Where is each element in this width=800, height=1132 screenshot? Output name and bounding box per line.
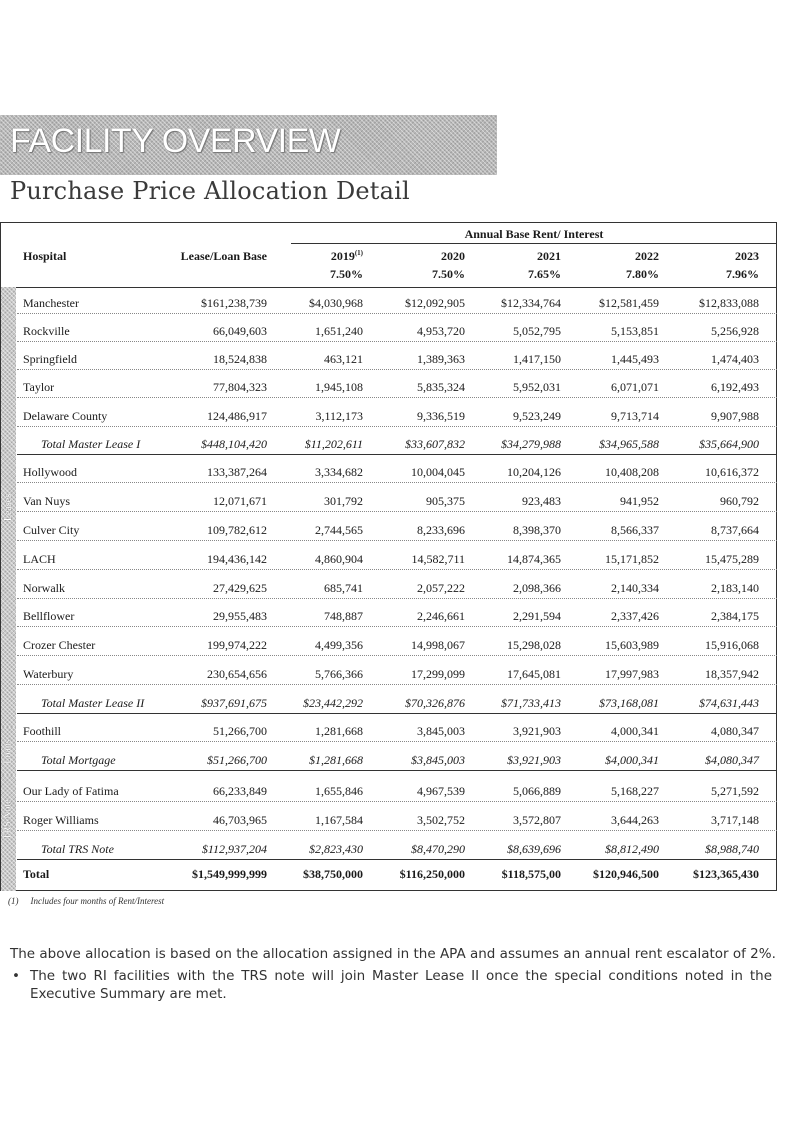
table-cell: 923,483 xyxy=(522,494,561,508)
table-cell: $3,845,003 xyxy=(411,753,465,767)
table-cell: 748,887 xyxy=(324,609,363,623)
row-divider xyxy=(17,397,777,398)
total-row-label: Total Master Lease I xyxy=(41,437,141,451)
table-cell: 46,703,965 xyxy=(213,813,267,827)
table-cell: $4,080,347 xyxy=(705,753,759,767)
row-label: Delaware County xyxy=(23,409,108,423)
table-cell: 4,860,904 xyxy=(315,552,363,566)
table-cell: 109,782,612 xyxy=(207,523,267,537)
row-divider xyxy=(17,511,777,512)
table-cell: $2,823,430 xyxy=(309,842,363,856)
table-cell: 9,523,249 xyxy=(513,409,561,423)
table-cell: 1,655,846 xyxy=(315,784,363,798)
row-label: LACH xyxy=(23,552,56,566)
table-cell: $35,664,900 xyxy=(699,437,759,451)
rate-2022: 7.80% xyxy=(626,267,659,281)
table-cell: 2,098,366 xyxy=(513,581,561,595)
table-cell: 18,524,838 xyxy=(213,352,267,366)
table-cell: 1,445,493 xyxy=(611,352,659,366)
table-cell: $161,238,739 xyxy=(201,296,267,310)
table-cell: $116,250,000 xyxy=(399,867,465,881)
row-divider xyxy=(17,830,777,831)
table-cell: 8,737,664 xyxy=(711,523,759,537)
table-cell: 3,112,173 xyxy=(315,409,363,423)
table-cell: 5,168,227 xyxy=(611,784,659,798)
table-cell: 8,398,370 xyxy=(513,523,561,537)
allocation-note: The above allocation is based on the allocation assigned in the APA and assumes an annual rent escalator of 2%. xyxy=(10,946,776,962)
row-divider xyxy=(17,482,777,483)
table-cell: 17,645,081 xyxy=(507,667,561,681)
row-label: Crozer Chester xyxy=(23,638,96,652)
table-cell: $73,168,081 xyxy=(599,696,659,710)
table-cell: 3,845,003 xyxy=(417,724,465,738)
row-label: Our Lady of Fatima xyxy=(23,784,119,798)
table-cell: 5,952,031 xyxy=(513,380,561,394)
total-row-label: Total Mortgage xyxy=(41,753,116,767)
table-cell: 5,256,928 xyxy=(711,324,759,338)
table-cell: 230,654,656 xyxy=(207,667,267,681)
table-cell: 5,271,592 xyxy=(711,784,759,798)
table-cell: 51,266,700 xyxy=(213,724,267,738)
table-cell: 66,233,849 xyxy=(213,784,267,798)
table-cell: 14,998,067 xyxy=(411,638,465,652)
table-cell: 1,474,403 xyxy=(711,352,759,366)
table-cell: $112,937,204 xyxy=(201,842,267,856)
table-cell: 8,233,696 xyxy=(417,523,465,537)
row-divider xyxy=(17,626,777,627)
row-label: Manchester xyxy=(23,296,79,310)
banner-title: FACILITY OVERVIEW xyxy=(10,122,341,160)
table-cell: $8,812,490 xyxy=(605,842,659,856)
table-cell: 14,582,711 xyxy=(411,552,465,566)
table-cell: 18,357,942 xyxy=(705,667,759,681)
row-divider xyxy=(17,540,777,541)
table-cell: 3,502,752 xyxy=(417,813,465,827)
col-header-base: Lease/Loan Base xyxy=(180,249,267,263)
table-cell: $34,279,988 xyxy=(501,437,561,451)
table-cell: 66,049,603 xyxy=(213,324,267,338)
row-divider xyxy=(17,426,777,427)
row-divider xyxy=(17,713,777,714)
row-label: Bellflower xyxy=(23,609,75,623)
row-divider xyxy=(17,801,777,802)
table-cell: $8,470,290 xyxy=(411,842,465,856)
table-cell: $70,326,876 xyxy=(405,696,465,710)
table-cell: 124,486,917 xyxy=(207,409,267,423)
trs-band-label: TRS Note xyxy=(3,798,14,840)
table-cell: 194,436,142 xyxy=(207,552,267,566)
table-cell: 27,429,625 xyxy=(213,581,267,595)
row-label: Van Nuys xyxy=(23,494,70,508)
table-cell: $120,946,500 xyxy=(593,867,659,881)
table-cell: 1,389,363 xyxy=(417,352,465,366)
table-cell: 15,171,852 xyxy=(605,552,659,566)
header-rule xyxy=(1,287,777,288)
row-label: Hollywood xyxy=(23,465,77,479)
row-label: Taylor xyxy=(23,380,55,394)
row-divider xyxy=(17,598,777,599)
table-cell: 1,945,108 xyxy=(315,380,363,394)
table-cell: $12,334,764 xyxy=(501,296,561,310)
table-cell: 15,603,989 xyxy=(605,638,659,652)
table-cell: 4,953,720 xyxy=(417,324,465,338)
table-cell: 2,744,565 xyxy=(315,523,363,537)
rate-2021: 7.65% xyxy=(528,267,561,281)
row-label: Waterbury xyxy=(23,667,74,681)
table-cell: $12,581,459 xyxy=(599,296,659,310)
row-divider xyxy=(17,341,777,342)
table-cell: 10,408,208 xyxy=(605,465,659,479)
table-cell: 199,974,222 xyxy=(207,638,267,652)
table-cell: 9,336,519 xyxy=(417,409,465,423)
table-cell: $8,988,740 xyxy=(705,842,759,856)
row-divider xyxy=(17,313,777,314)
table-cell: 10,616,372 xyxy=(705,465,759,479)
table-cell: 4,967,539 xyxy=(417,784,465,798)
col-header-2023: 2023 xyxy=(735,249,759,263)
table-cell: 9,907,988 xyxy=(711,409,759,423)
table-cell: $11,202,611 xyxy=(304,437,363,451)
table-cell: $51,266,700 xyxy=(207,753,267,767)
table-cell: $118,575,00 xyxy=(501,867,561,881)
table-cell: 2,384,175 xyxy=(711,609,759,623)
row-divider xyxy=(17,569,777,570)
table-cell: $71,733,413 xyxy=(501,696,561,710)
table-cell: 2,183,140 xyxy=(711,581,759,595)
total-row-label: Total Master Lease II xyxy=(41,696,145,710)
table-cell: 5,766,366 xyxy=(315,667,363,681)
row-label: Springfield xyxy=(23,352,77,366)
table-cell: 5,153,851 xyxy=(611,324,659,338)
table-cell: 3,572,807 xyxy=(513,813,561,827)
col-header-2020: 2020 xyxy=(441,249,465,263)
table-cell: 3,644,263 xyxy=(611,813,659,827)
table-cell: 3,717,148 xyxy=(711,813,759,827)
total-row-label: Total TRS Note xyxy=(41,842,114,856)
table-cell: 1,651,240 xyxy=(315,324,363,338)
bullet-item xyxy=(12,968,772,1004)
leases-band-label: Leases xyxy=(3,493,14,521)
row-divider xyxy=(17,369,777,370)
table-cell: $123,365,430 xyxy=(693,867,759,881)
footnote-text: Includes four months of Rent/Interest xyxy=(30,896,165,906)
table-cell: $1,549,999,999 xyxy=(192,867,267,881)
table-cell: 1,281,668 xyxy=(315,724,363,738)
table-cell: 905,375 xyxy=(426,494,465,508)
row-divider xyxy=(17,454,777,455)
table-cell: 8,566,337 xyxy=(611,523,659,537)
loans-band-label: Loans xyxy=(3,738,15,764)
table-cell: 3,334,682 xyxy=(315,465,363,479)
row-label: Culver City xyxy=(23,523,80,537)
table-cell: 10,004,045 xyxy=(411,465,465,479)
table-cell: 4,000,341 xyxy=(611,724,659,738)
allocation-table xyxy=(0,222,777,891)
table-cell: 6,071,071 xyxy=(611,380,659,394)
table-cell: 2,246,661 xyxy=(417,609,465,623)
row-divider xyxy=(17,741,777,742)
footnote-mark: (1) xyxy=(8,896,19,906)
col-header-2022: 2022 xyxy=(635,249,659,263)
table-cell: 29,955,483 xyxy=(213,609,267,623)
table-cell: $4,000,341 xyxy=(605,753,659,767)
table-cell: 14,874,365 xyxy=(507,552,561,566)
group-header: Annual Base Rent/ Interest xyxy=(464,227,604,241)
table-cell: 12,071,671 xyxy=(213,494,267,508)
table-cell: 6,192,493 xyxy=(711,380,759,394)
bullet-text: The two RI facilities with the TRS note will join Master Lease II once the special conditions noted in the Executive Summary are met. xyxy=(30,968,772,1002)
footnote xyxy=(8,896,176,906)
table-cell: 133,387,264 xyxy=(207,465,267,479)
table-cell: 2,291,594 xyxy=(513,609,561,623)
table-cell: 77,804,323 xyxy=(213,380,267,394)
row-divider xyxy=(17,684,777,685)
table-cell: 685,741 xyxy=(324,581,363,595)
table-cell: 2,057,222 xyxy=(417,581,465,595)
table-cell: $74,631,443 xyxy=(699,696,759,710)
col-header-hospital: Hospital xyxy=(23,249,67,263)
table-cell: 17,299,099 xyxy=(411,667,465,681)
table-cell: 10,204,126 xyxy=(507,465,561,479)
table-cell: 1,417,150 xyxy=(513,352,561,366)
table-cell: 15,916,068 xyxy=(705,638,759,652)
row-divider xyxy=(17,770,777,771)
table-cell: 5,066,889 xyxy=(513,784,561,798)
table-cell: $1,281,668 xyxy=(309,753,363,767)
row-label: Roger Williams xyxy=(23,813,99,827)
row-label: Foothill xyxy=(23,724,62,738)
table-cell: $8,639,696 xyxy=(507,842,561,856)
group-header-rule xyxy=(291,243,777,244)
table-cell: 3,921,903 xyxy=(513,724,561,738)
table-cell: 2,337,426 xyxy=(611,609,659,623)
row-divider xyxy=(17,655,777,656)
row-divider xyxy=(17,859,777,860)
rate-2020: 7.50% xyxy=(432,267,465,281)
table-cell: $3,921,903 xyxy=(507,753,561,767)
table-cell: 17,997,983 xyxy=(605,667,659,681)
rate-2019: 7.50% xyxy=(330,267,363,281)
table-cell: 5,052,795 xyxy=(513,324,561,338)
table-cell: $23,442,292 xyxy=(303,696,363,710)
table-cell: $33,607,832 xyxy=(405,437,465,451)
table-cell: 2,140,334 xyxy=(611,581,659,595)
col-header-2021: 2021 xyxy=(537,249,561,263)
table-cell: 15,475,289 xyxy=(705,552,759,566)
table-cell: 5,835,324 xyxy=(417,380,465,394)
table-cell: 941,952 xyxy=(620,494,659,508)
table-cell: 960,792 xyxy=(720,494,759,508)
table-cell: 301,792 xyxy=(324,494,363,508)
row-label: Total xyxy=(23,867,50,881)
rate-2023: 7.96% xyxy=(726,267,759,281)
table-cell: $12,092,905 xyxy=(405,296,465,310)
row-label: Rockville xyxy=(23,324,70,338)
table-cell: $937,691,675 xyxy=(201,696,267,710)
table-cell: 1,167,584 xyxy=(315,813,363,827)
table-cell: $448,104,420 xyxy=(201,437,267,451)
table-cell: 463,121 xyxy=(324,352,363,366)
table-cell: 4,080,347 xyxy=(711,724,759,738)
table-cell: $34,965,588 xyxy=(599,437,659,451)
col-header-2019: 2019$^{(1)}$ xyxy=(330,249,363,263)
table-cell: 9,713,714 xyxy=(611,409,659,423)
bullet-symbol: • xyxy=(12,968,20,984)
row-label: Norwalk xyxy=(23,581,65,595)
table-cell: $4,030,968 xyxy=(309,296,363,310)
table-cell: 4,499,356 xyxy=(315,638,363,652)
table-cell: $12,833,088 xyxy=(699,296,759,310)
table-cell: $38,750,000 xyxy=(303,867,363,881)
table-cell: 15,298,028 xyxy=(507,638,561,652)
page-subtitle: Purchase Price Allocation Detail xyxy=(10,177,410,205)
